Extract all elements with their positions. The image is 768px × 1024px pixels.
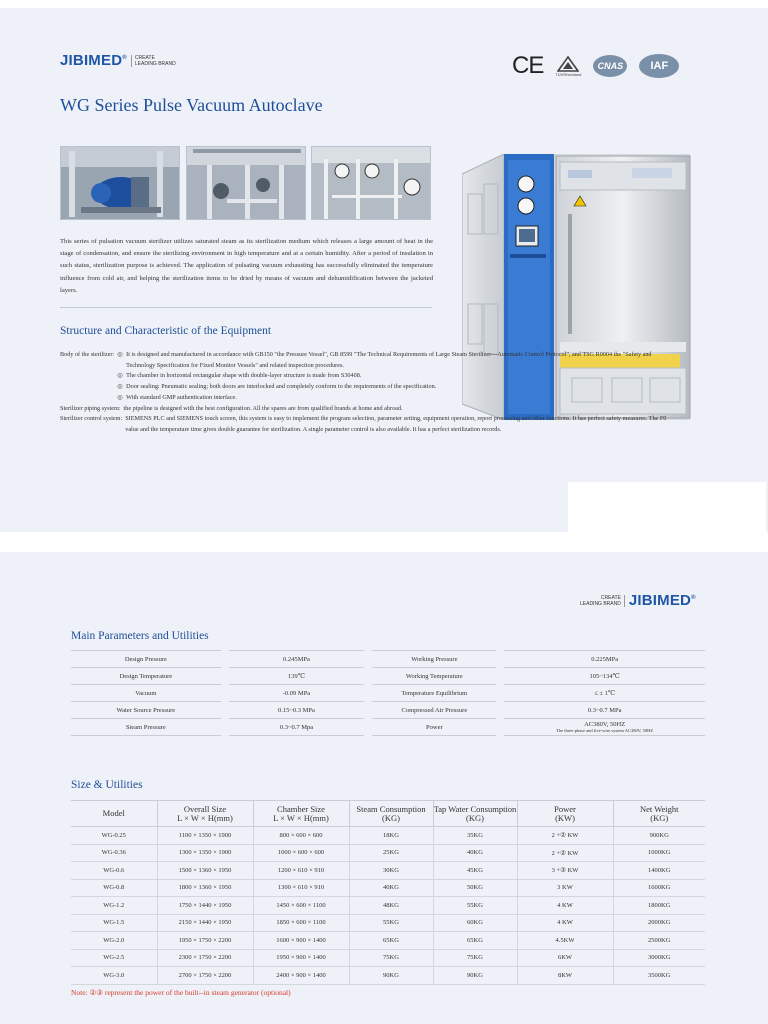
parameter-row [71, 685, 705, 702]
table-cell: 4 KW [517, 897, 613, 915]
param-value: 105~134℃ [504, 668, 705, 685]
table-cell: 2300 × 1750 × 2200 [157, 949, 253, 967]
table-cell: 55KG [433, 897, 517, 915]
parameters-table [71, 650, 705, 736]
bullet-icon: ◎ [117, 351, 123, 358]
table-cell: WG-0.25 [71, 827, 157, 845]
table-cell: 1450 × 600 × 1100 [253, 897, 349, 915]
cnas-icon: CNAS [593, 55, 627, 77]
blank-panel [568, 482, 766, 532]
param-value: ≤ ± 1℃ [504, 685, 705, 702]
table-cell: 1800 × 1360 × 1950 [157, 879, 253, 897]
table-cell: WG-3.0 [71, 967, 157, 985]
product-photo-pump [60, 146, 180, 220]
param-value: 0.245MPa [229, 651, 365, 668]
parameter-row [71, 651, 705, 668]
column-header: Chamber Size L × W × H(mm) [253, 801, 349, 827]
column-header: Tap Water Consumption (KG) [433, 801, 517, 827]
table-cell: WG-2.5 [71, 949, 157, 967]
table-cell: 2700 × 1750 × 2200 [157, 967, 253, 985]
table-cell: 3 +③ KW [517, 862, 613, 880]
section-title-parameters: Main Parameters and Utilities [71, 630, 209, 642]
param-value: 0.225MPa [504, 651, 705, 668]
table-cell: WG-2.0 [71, 932, 157, 950]
param-name: Compressed Air Pressure [372, 702, 496, 719]
table-cell: 1300 × 610 × 910 [253, 879, 349, 897]
table-row [71, 879, 705, 897]
table-cell: WG-0.36 [71, 844, 157, 862]
table-row [71, 932, 705, 950]
intro-paragraph: This series of pulsation vacuum sterilizer utilizes saturated steam as its sterilization medium which releases a large amount of heat in the stage of condensation, and ensure the sterilizing environment in high temperature and at a certain humidity. After a period of insulation in such status, sterilization purpose is achieved. The application of pulsating vacuum exhausting has successfully eliminated the temperature influence from cold air, and helping the sterilization items to be dried by means of vacuum and dehumidification between the jacketed layers. [60, 238, 433, 294]
table-cell: 1600 × 900 × 1400 [253, 932, 349, 950]
table-cell: 800 × 600 × 600 [253, 827, 349, 845]
table-cell: 45KG [433, 862, 517, 880]
param-name: Temperature Equilibrium [372, 685, 496, 702]
table-cell: 2500KG [613, 932, 705, 950]
piping-text: the pipeline is designed with the best configuration. All the spares are from qualified brands at home and abroad. [123, 404, 403, 412]
piping-system-row [60, 404, 672, 415]
bullet-icon: ◎ [117, 383, 123, 391]
ce-mark-icon: CE [512, 52, 544, 79]
brand-tagline: CREATE LEADING BRAND [580, 595, 625, 607]
table-cell: 1000KG [613, 844, 705, 862]
param-name: Steam Pressure [71, 719, 221, 736]
divider [60, 307, 432, 308]
table-cell: 1500 × 1360 × 1950 [157, 862, 253, 880]
brand-logo [580, 592, 696, 609]
footnote: Note: ②③ represent the power of the built--in steam generator (optional) [71, 988, 291, 997]
param-value: 0.15~0.3 MPa [229, 702, 365, 719]
brand-tagline: CREATE LEADING BRAND [131, 55, 176, 67]
table-cell: 8KW [517, 967, 613, 985]
table-cell: 48KG [349, 897, 433, 915]
table-cell: 2150 × 1440 × 1950 [157, 914, 253, 932]
table-cell: 35KG [433, 827, 517, 845]
table-cell: 1600KG [613, 879, 705, 897]
table-cell: 1000 × 600 × 600 [253, 844, 349, 862]
control-system-row [60, 414, 672, 435]
text-fade-overlay [60, 460, 700, 478]
table-cell: 55KG [349, 914, 433, 932]
table-cell: 1300 × 1350 × 1900 [157, 844, 253, 862]
brand-name: JIBIMED® [628, 592, 696, 609]
table-cell: 1950 × 900 × 1400 [253, 949, 349, 967]
param-name: Vacuum [71, 685, 221, 702]
table-cell: 40KG [433, 844, 517, 862]
table-cell: 65KG [349, 932, 433, 950]
body-of-sterilizer-row [60, 350, 672, 404]
table-row [71, 827, 705, 845]
table-cell: WG-0.8 [71, 879, 157, 897]
product-photo-gauges [311, 146, 431, 220]
param-name: Design Pressure [71, 651, 221, 668]
table-cell: 3 KW [517, 879, 613, 897]
table-cell: 1400KG [613, 862, 705, 880]
piping-label: Sterilizer piping system: [60, 404, 121, 412]
list-item: ◎ The chamber in horizontal rectangular shape with double-layer structure is made from S30408. [117, 371, 672, 382]
column-header: Model [71, 801, 157, 827]
list-item: ◎ With standard GMP authentication interface. [117, 393, 672, 404]
table-cell: 2 +② KW [517, 827, 613, 845]
param-name: Working Temperature [372, 668, 496, 685]
table-cell: 2000KG [613, 914, 705, 932]
table-cell: 90KG [349, 967, 433, 985]
table-cell: 65KG [433, 932, 517, 950]
table-row [71, 844, 705, 862]
table-cell: 900KG [613, 827, 705, 845]
param-name: Working Pressure [372, 651, 496, 668]
brochure-page-1 [0, 8, 768, 532]
body-items-list [114, 350, 672, 404]
table-cell: 25KG [349, 844, 433, 862]
table-cell: WG-1.2 [71, 897, 157, 915]
table-cell: 6KW [517, 949, 613, 967]
param-value: -0.09 MPa [229, 685, 365, 702]
table-row [71, 862, 705, 880]
column-header: Power (KW) [517, 801, 613, 827]
param-value: AC380V, 50HZ The three-phase and five-wire system AC380V, 50HZ [504, 719, 705, 736]
bullet-icon: ◎ [117, 393, 123, 401]
body-label: Body of the sterilizer: [60, 351, 115, 358]
table-cell: 75KG [433, 949, 517, 967]
table-cell: 4.5KW [517, 932, 613, 950]
table-row [71, 967, 705, 985]
table-cell: 3500KG [613, 967, 705, 985]
param-name: Water Source Pressure [71, 702, 221, 719]
section-title-structure: Structure and Characteristic of the Equipment [60, 325, 272, 337]
table-cell: 1200 × 610 × 910 [253, 862, 349, 880]
table-cell: 1800KG [613, 897, 705, 915]
product-photo-valves [186, 146, 306, 220]
table-cell: 3000KG [613, 949, 705, 967]
param-value: 139℃ [229, 668, 365, 685]
table-cell: 2400 × 900 × 1400 [253, 967, 349, 985]
param-name: Power [372, 719, 496, 736]
table-cell: 90KG [433, 967, 517, 985]
table-cell: 1950 × 1750 × 2200 [157, 932, 253, 950]
column-header: Net Weight (KG) [613, 801, 705, 827]
table-row [71, 949, 705, 967]
bullet-icon: ◎ [117, 372, 123, 380]
sizes-table [71, 800, 705, 985]
param-name: Design Temperature [71, 668, 221, 685]
table-row [71, 897, 705, 915]
parameter-row [71, 702, 705, 719]
parameter-row [71, 719, 705, 736]
page-title: WG Series Pulse Vacuum Autoclave [60, 95, 323, 115]
iaf-icon: IAF [639, 54, 679, 78]
control-text: SIEMENS PLC and SIEMENS touch screen, this system is easy to implement the program selection, parameter setting, equipment operation, report processing and other functions. It has perfect safety measures. The F0 value and the temperature time gives double guarantee for sterilization. A single parameter control is also available. It has a perfect sterilization records. [125, 415, 667, 433]
param-value: 0.3~0.7 Mpa [229, 719, 365, 736]
control-label: Sterilizer control system: [60, 415, 123, 423]
section-title-sizes: Size & Utilities [71, 779, 143, 791]
column-header: Overall Size L × W × H(mm) [157, 801, 253, 827]
table-cell: 1750 × 1440 × 1950 [157, 897, 253, 915]
table-cell: WG-0.6 [71, 862, 157, 880]
brand-name: JIBIMED® [60, 52, 127, 69]
table-cell: 4 KW [517, 914, 613, 932]
table-cell: 50KG [433, 879, 517, 897]
brand-logo [60, 52, 176, 69]
column-header: Steam Consumption (KG) [349, 801, 433, 827]
structure-details [60, 350, 672, 436]
table-cell: 30KG [349, 862, 433, 880]
list-item: ◎ It is designed and manufactured in accordance with GB150 "the Pressure Vessel", GB 8599 "The Technical Requirements of Large Steam Sterilizer---Automatic Control Protocol", and TSG R0004 the "Safety and Technology Specification for Fixed Monitor Vessels" and related inspection procedures. [117, 350, 672, 371]
table-cell: 1100 × 1350 × 1900 [157, 827, 253, 845]
table-row [71, 914, 705, 932]
parameter-row [71, 668, 705, 685]
list-item: ◎ Door sealing: Pneumatic sealing; both doors are interlocked and completely conform to the requirements of the specification. [117, 382, 672, 393]
table-cell: 18KG [349, 827, 433, 845]
table-cell: WG-1.5 [71, 914, 157, 932]
table-cell: 40KG [349, 879, 433, 897]
table-cell: 2 +② KW [517, 844, 613, 862]
certification-logos [512, 52, 679, 80]
table-cell: 60KG [433, 914, 517, 932]
table-cell: 1850 × 600 × 1100 [253, 914, 349, 932]
table-cell: 75KG [349, 949, 433, 967]
tuv-rheinland-icon: TÜVRheinland [555, 56, 581, 77]
param-value: 0.3~0.7 MPa [504, 702, 705, 719]
